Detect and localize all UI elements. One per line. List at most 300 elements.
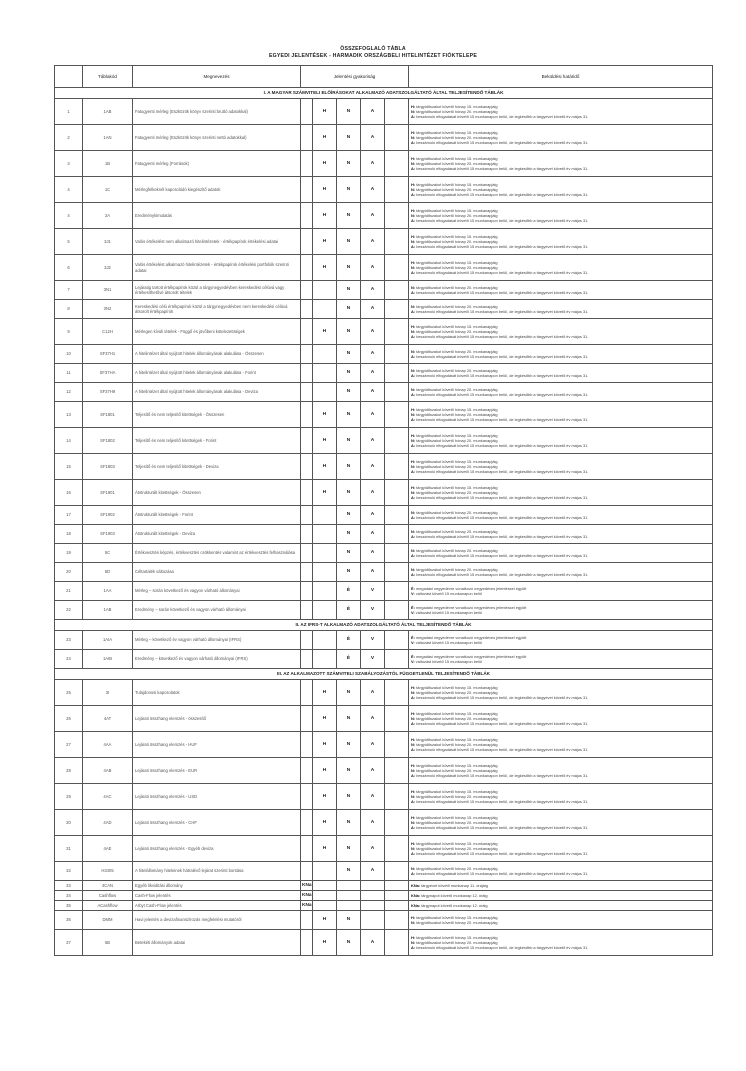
row-name: A hitelintézet által nyújtott hitelek állományának alakulása - Deviza — [133, 383, 301, 402]
frequency-cell — [385, 862, 409, 881]
frequency-cell — [301, 930, 313, 956]
row-code: SF1802 — [83, 428, 133, 454]
frequency-cell — [301, 345, 313, 364]
row-code: 5B — [83, 930, 133, 956]
row-deadline — [409, 203, 713, 229]
row-number: 14 — [55, 428, 83, 454]
deadline-text: beszámoló elfogadását követő 15 munkanapon belül, de legkésőbb a tárgyévet követő év május 31. — [416, 695, 589, 701]
frequency-cell — [301, 650, 313, 669]
row-name: Céltartalék változása — [133, 563, 301, 582]
table-row — [55, 784, 713, 810]
row-code: 5D — [83, 563, 133, 582]
row-deadline — [409, 930, 713, 956]
deadline-key: N: — [411, 386, 417, 392]
row-deadline — [409, 891, 713, 901]
row-code: 4AT — [83, 706, 133, 732]
row-number: 28 — [55, 758, 83, 784]
frequency-cell — [313, 881, 337, 891]
frequency-cell — [385, 319, 409, 345]
frequency-cell: N — [337, 680, 361, 706]
deadline-text: megadási negyedévre vonatkozó negyedéves jelentéssel együtt — [416, 634, 527, 640]
row-name: Teljesítő és nem teljesítő kitettségek - Összesen — [133, 402, 301, 428]
frequency-cell: A — [361, 177, 385, 203]
frequency-cell — [385, 836, 409, 862]
frequency-cell: A — [361, 300, 385, 319]
frequency-cell — [385, 99, 409, 125]
deadline-key: N: — [411, 411, 417, 417]
row-number: 1 — [55, 99, 83, 125]
document-subtitle: EGYEDI JELENTÉSEK - HARMADIK ORSZÁGBELI HITELINTÉZET FIÓKTELEPE — [268, 53, 477, 59]
row-number: 32 — [55, 862, 83, 881]
deadline-text: beszámoló elfogadását követő 15 munkanapon belül, de legkésőbb a tárgyévet követő év május 31. — [416, 392, 589, 397]
table-row — [55, 203, 713, 229]
frequency-cell: N — [337, 151, 361, 177]
summary-table — [54, 65, 713, 956]
row-name: Lejárati összhang elemzés - EUR — [133, 758, 301, 784]
header-number — [55, 66, 83, 88]
frequency-cell — [313, 506, 337, 525]
frequency-cell: A — [361, 758, 385, 784]
row-code: 1AIB — [83, 650, 133, 669]
frequency-cell — [301, 680, 313, 706]
deadline-text: tárgyidőszakot követő hónap 15. munkanapjáig — [416, 484, 498, 490]
deadline-text: tárgyidőszakot követő hónap 15. munkanapjáig — [416, 129, 498, 135]
row-code: 1AN — [83, 125, 133, 151]
row-code: 4AD — [83, 810, 133, 836]
row-name: Arbyt Cash-Flow jelentés — [133, 901, 301, 911]
row-code: SF37HA — [83, 364, 133, 383]
document-title: ÖSSZEFOGLALÓ TÁBLA — [340, 46, 406, 52]
deadline-text: beszámoló elfogadását követő 15 munkanapon belül, de legkésőbb a tárgyévet követő év május 31. — [416, 572, 589, 577]
deadline-text: tárgyidőszakot követő hónap 20. munkanapjáig — [416, 134, 498, 140]
frequency-cell — [301, 758, 313, 784]
row-code: SF1902 — [83, 506, 133, 525]
row-number: 30 — [55, 810, 83, 836]
deadline-key: H: — [411, 814, 417, 820]
frequency-cell: N — [337, 229, 361, 255]
row-code: 5C — [83, 544, 133, 563]
frequency-cell: H — [313, 930, 337, 956]
frequency-cell: A — [361, 345, 385, 364]
table-row — [55, 563, 713, 582]
frequency-cell: H — [313, 480, 337, 506]
frequency-cell — [313, 281, 337, 300]
deadline-text: tárgyidőszakot követő hónap 15. munkanapjáig — [416, 458, 498, 464]
deadline-text: tárgyidőszakot követő hónap 20. munkanapjáig — [416, 367, 498, 373]
row-name: Lejárati összhang elemzés - Egyéb deviza — [133, 836, 301, 862]
row-code: SF1901 — [83, 480, 133, 506]
deadline-key: H: — [411, 710, 417, 716]
frequency-cell: H — [313, 203, 337, 229]
deadline-line — [411, 920, 711, 925]
row-code: SF1903 — [83, 525, 133, 544]
row-name: Lejárati összhang elemzés - összesítő — [133, 706, 301, 732]
row-number: 26 — [55, 706, 83, 732]
section-title: I. A MAGYAR SZÁMVITELI ELŐÍRÁSOKAT ALKALMAZÓ ADATSZOLGÁLTATÓ ÁLTAL TELJESÍTENDŐ TÁBLÁK — [55, 88, 713, 99]
deadline-text: beszámoló elfogadását követő 15 munkanapon belül, de legkésőbb a tárgyévet követő év május 31. — [416, 534, 589, 539]
deadline-key: A: — [411, 799, 417, 805]
row-code: 1AIA — [83, 631, 133, 650]
frequency-cell — [385, 177, 409, 203]
frequency-cell — [313, 563, 337, 582]
frequency-cell — [301, 99, 313, 125]
deadline-key: A: — [411, 290, 417, 295]
frequency-cell: É — [337, 582, 361, 601]
deadline-key: V: — [411, 591, 416, 596]
deadline-key: N: — [411, 767, 417, 773]
deadline-key: A: — [411, 721, 417, 727]
row-deadline — [409, 582, 713, 601]
frequency-cell: H — [313, 255, 337, 281]
deadline-key: N: — [411, 793, 417, 799]
deadline-key: A: — [411, 572, 417, 577]
frequency-cell: N — [337, 255, 361, 281]
table-row — [55, 862, 713, 881]
frequency-cell: A — [361, 428, 385, 454]
deadline-text: tárgyidőszakot követő hónap 20. munkanapjáig — [416, 264, 498, 270]
deadline-key: N: — [411, 689, 417, 695]
frequency-cell — [301, 319, 313, 345]
deadline-key: H: — [411, 129, 417, 135]
row-name: Lejárati összhang elemzés - HUF — [133, 732, 301, 758]
frequency-cell: N — [337, 402, 361, 428]
frequency-cell: A — [361, 525, 385, 544]
header-deadline: Beküldési határidő — [409, 66, 713, 88]
row-number: 6 — [55, 255, 83, 281]
deadline-line — [411, 469, 711, 474]
deadline-text: tárgyidőszakot követő hónap 15. munkanapjáig — [416, 762, 498, 768]
row-number: 4 — [55, 203, 83, 229]
frequency-cell — [313, 631, 337, 650]
deadline-key: H: — [411, 259, 417, 265]
deadline-text: változást követő 15 munkanapon belül — [415, 640, 482, 645]
deadline-text: megadási negyedévre vonatkozó negyedéves jelentéssel együtt — [416, 604, 527, 610]
row-deadline — [409, 862, 713, 881]
frequency-cell — [385, 364, 409, 383]
deadline-text: beszámoló elfogadását követő 15 munkanapon belül, de legkésőbb a tárgyévet követő év május 31. — [416, 825, 589, 831]
deadline-text: beszámoló elfogadását követő 15 munkanapon belül, de legkésőbb a tárgyévet követő év május 31. — [416, 218, 589, 224]
table-row — [55, 881, 713, 891]
table-header-row — [55, 66, 713, 88]
deadline-line — [411, 640, 711, 645]
row-name: Értékvesztés képzés, értékvesztés csökkentés valamint az értékvesztés felhasználása — [133, 544, 301, 563]
frequency-cell: A — [361, 125, 385, 151]
row-name: Betekéti állományok adatai — [133, 930, 301, 956]
frequency-cell — [337, 891, 361, 901]
table-row — [55, 255, 713, 281]
frequency-cell — [385, 544, 409, 563]
frequency-cell — [385, 680, 409, 706]
frequency-cell — [385, 428, 409, 454]
deadline-text: tárgyidőszakot követő hónap 15. munkanapjáig — [416, 207, 498, 213]
frequency-cell — [301, 732, 313, 758]
deadline-line — [411, 591, 711, 596]
frequency-cell: N — [337, 506, 361, 525]
frequency-cell: V — [361, 601, 385, 620]
frequency-cell: KNa — [301, 881, 313, 891]
deadline-text: beszámoló elfogadását követő 15 munkanapon belül, de legkésőbb a tárgyévet követő év május 31. — [416, 747, 589, 753]
deadline-key: A: — [411, 534, 417, 539]
frequency-cell: N — [337, 319, 361, 345]
deadline-key: A: — [411, 309, 417, 314]
deadline-line — [411, 572, 711, 577]
frequency-cell — [301, 525, 313, 544]
frequency-cell: A — [361, 383, 385, 402]
deadline-text: beszámoló elfogadását követő 15 munkanapon belül, de legkésőbb a tárgyévet követő év május 31. — [416, 166, 589, 172]
row-deadline — [409, 881, 713, 891]
row-code: 1AA — [83, 582, 133, 601]
deadline-text: tárgyidőszakot követő hónap 20. munkanapjáig — [416, 437, 498, 443]
frequency-cell: N — [337, 784, 361, 810]
frequency-cell: N — [337, 706, 361, 732]
frequency-cell — [385, 901, 409, 911]
deadline-key: V: — [411, 659, 416, 664]
deadline-text: beszámoló elfogadását követő 15 munkanapon belül, de legkésőbb a tárgyévet követő év május 31. — [416, 417, 589, 423]
frequency-cell — [385, 601, 409, 620]
frequency-cell: A — [361, 506, 385, 525]
frequency-cell: H — [313, 151, 337, 177]
frequency-cell: H — [313, 125, 337, 151]
deadline-text: beszámoló elfogadását követő 15 munkanapon belül, de legkésőbb a tárgyévet követő év május 31. — [416, 290, 589, 295]
deadline-text: tárgyidőszakot követő hónap 20. munkanapjáig — [416, 528, 498, 534]
row-name: Eredmény – következő év vagyon várható állományai (IFRS) — [133, 650, 301, 669]
row-code: 3N1 — [83, 281, 133, 300]
row-deadline — [409, 563, 713, 582]
row-deadline — [409, 784, 713, 810]
row-deadline — [409, 680, 713, 706]
frequency-cell: N — [337, 544, 361, 563]
row-number: 24 — [55, 650, 83, 669]
frequency-cell: N — [337, 836, 361, 862]
frequency-cell: É — [337, 650, 361, 669]
frequency-cell — [361, 901, 385, 911]
frequency-cell: A — [361, 930, 385, 956]
deadline-line — [411, 495, 711, 500]
deadline-line — [411, 893, 711, 898]
deadline-key: A: — [411, 825, 417, 831]
row-deadline — [409, 428, 713, 454]
row-code: 3I — [83, 680, 133, 706]
deadline-text: tárgyidőszakot követő hónap 15. munkanapjáig — [416, 736, 498, 742]
deadline-line — [411, 417, 711, 422]
deadline-line — [411, 945, 711, 950]
row-deadline — [409, 229, 713, 255]
deadline-text: beszámoló elfogadását követő 15 munkanapon belül, de legkésőbb a tárgyévet követő év május 31. — [416, 244, 589, 250]
deadline-text: beszámoló elfogadását követő 15 munkanapon belül, de legkésőbb a tárgyévet követő év május 31. — [416, 443, 589, 449]
header-frequency: Jelentési gyakoriság — [301, 66, 409, 88]
frequency-cell: H — [313, 428, 337, 454]
row-deadline — [409, 454, 713, 480]
deadline-key: A: — [411, 871, 417, 876]
deadline-text: tárgyidőszakot követő hónap 20. munkanapjáig — [416, 108, 498, 114]
deadline-key: A: — [411, 218, 417, 224]
row-code: 4AA — [83, 732, 133, 758]
frequency-cell: N — [337, 383, 361, 402]
table-row — [55, 891, 713, 901]
deadline-text: tárgyidőszakot követő hónap 20. munkanapjáig — [416, 238, 498, 244]
deadline-text: beszámoló elfogadását követő 15 munkanapon belül, de legkésőbb a tárgyévet követő év május 31. — [416, 334, 589, 340]
table-row — [55, 544, 713, 563]
deadline-line — [411, 290, 711, 295]
frequency-cell: A — [361, 99, 385, 125]
frequency-cell: N — [337, 203, 361, 229]
deadline-key: A: — [411, 270, 417, 276]
table-row — [55, 732, 713, 758]
deadline-key: N: — [411, 160, 417, 166]
deadline-line — [411, 851, 711, 856]
deadline-text: beszámoló elfogadását követő 15 munkanapon belül, de legkésőbb a tárgyévet követő év május 31. — [416, 192, 589, 198]
row-deadline — [409, 525, 713, 544]
frequency-cell: N — [337, 99, 361, 125]
deadline-key: A: — [411, 373, 417, 378]
deadline-text: tárgyidőszakot követő hónap 20. munkanapjáig — [416, 689, 498, 695]
frequency-cell — [301, 255, 313, 281]
row-number: 5 — [55, 229, 83, 255]
row-name: Átstrukturált kitettségek - Forint — [133, 506, 301, 525]
deadline-key: N: — [411, 819, 417, 825]
frequency-cell — [337, 901, 361, 911]
row-number: 11 — [55, 364, 83, 383]
header-code: Táblakód — [83, 66, 133, 88]
frequency-cell: A — [361, 836, 385, 862]
deadline-key: A: — [411, 695, 417, 701]
row-deadline — [409, 255, 713, 281]
table-row — [55, 930, 713, 956]
row-number: 17 — [55, 506, 83, 525]
deadline-key: N: — [411, 489, 417, 495]
row-name: Cash-Flow jelentés — [133, 891, 301, 901]
row-deadline — [409, 911, 713, 930]
frequency-cell — [301, 383, 313, 402]
frequency-cell — [385, 383, 409, 402]
frequency-cell — [313, 300, 337, 319]
deadline-line — [411, 354, 711, 359]
table-row — [55, 680, 713, 706]
deadline-key: A: — [411, 773, 417, 779]
frequency-cell: N — [337, 563, 361, 582]
row-code: SF1801 — [83, 402, 133, 428]
row-deadline — [409, 319, 713, 345]
deadline-text: tárgyidőszakot követő hónap 20. munkanapjáig — [416, 793, 498, 799]
deadline-key: N: — [411, 134, 417, 140]
row-number: 31 — [55, 836, 83, 862]
deadline-text: tárgyévet követő munkanap 11. órájáig — [421, 882, 488, 888]
frequency-cell — [361, 911, 385, 930]
deadline-line — [411, 903, 711, 908]
deadline-text: változást követő 15 munkanapon belül — [415, 659, 482, 664]
frequency-cell — [385, 402, 409, 428]
frequency-cell — [301, 281, 313, 300]
deadline-line — [411, 825, 711, 830]
deadline-key: N: — [411, 186, 417, 192]
row-name: Lejárati összhang elemzés - USD — [133, 784, 301, 810]
deadline-text: tárgyidőszakot követő hónap 20. munkanapjáig — [416, 212, 498, 218]
row-number: 21 — [55, 582, 83, 601]
row-code: 1AB — [83, 601, 133, 620]
deadline-text: beszámoló elfogadását követő 15 munkanapon belül, de legkésőbb a tárgyévet követő év május 31. — [416, 871, 589, 876]
row-name: Mérlegfelkeknél kapcsolódó kiegészítő adatok — [133, 177, 301, 203]
frequency-cell: N — [337, 758, 361, 784]
row-number: 10 — [55, 345, 83, 364]
frequency-cell: N — [337, 428, 361, 454]
row-name: Teljesítő és nem teljesítő kitettségek - Forint — [133, 428, 301, 454]
frequency-cell — [385, 784, 409, 810]
frequency-cell: N — [337, 810, 361, 836]
deadline-key: H: — [411, 458, 417, 464]
deadline-key: N: — [411, 303, 417, 309]
row-deadline — [409, 480, 713, 506]
frequency-cell — [337, 881, 361, 891]
deadline-text: tárgyidőszakot követő hónap 20. munkanapjáig — [416, 489, 498, 495]
table-row — [55, 911, 713, 930]
frequency-cell — [313, 650, 337, 669]
deadline-line — [411, 334, 711, 339]
deadline-text: tárgyidőszakot követő hónap 20. munkanapjáig — [416, 819, 498, 825]
table-row — [55, 229, 713, 255]
deadline-text: tárgyidőszakot követő hónap 20. munkanapjáig — [416, 160, 498, 166]
row-name: Eredmény – során következő és vagyon várható állományai — [133, 601, 301, 620]
deadline-key: N: — [411, 284, 417, 290]
frequency-cell — [301, 151, 313, 177]
frequency-cell: H — [313, 680, 337, 706]
frequency-cell — [313, 345, 337, 364]
frequency-cell: A — [361, 732, 385, 758]
deadline-key: N: — [411, 463, 417, 469]
deadline-text: tárgyidőszakot követő hónap 15. munkanapjáig — [416, 684, 498, 690]
deadline-key: N: — [411, 348, 417, 354]
frequency-cell — [385, 454, 409, 480]
deadline-line — [411, 114, 711, 119]
deadline-text: tárgyidőszakot követő hónap 20. munkanapjáig — [416, 328, 498, 334]
row-deadline — [409, 99, 713, 125]
deadline-key: H: — [411, 684, 417, 690]
frequency-cell — [301, 177, 313, 203]
table-row — [55, 901, 713, 911]
frequency-cell — [385, 563, 409, 582]
row-number: 7 — [55, 281, 83, 300]
row-number: 16 — [55, 480, 83, 506]
frequency-cell — [385, 582, 409, 601]
frequency-cell: N — [337, 732, 361, 758]
deadline-key: H: — [411, 155, 417, 161]
row-number: 23 — [55, 631, 83, 650]
frequency-cell: N — [337, 125, 361, 151]
table-row — [55, 125, 713, 151]
table-row — [55, 383, 713, 402]
table-row — [55, 650, 713, 669]
frequency-cell — [301, 125, 313, 151]
deadline-key: A: — [411, 166, 417, 172]
deadline-line — [411, 747, 711, 752]
row-code: 4AC — [83, 784, 133, 810]
row-name: Mérleg – következő év vagyon várható állományai (IFRS) — [133, 631, 301, 650]
row-code: H3405 — [83, 862, 133, 881]
frequency-cell — [385, 810, 409, 836]
row-code: 4CAN — [83, 881, 133, 891]
frequency-cell — [313, 582, 337, 601]
table-row — [55, 345, 713, 364]
frequency-cell — [313, 901, 337, 911]
frequency-cell — [385, 300, 409, 319]
row-name: Teljesítő és nem teljesítő kitettségek - Deviza — [133, 454, 301, 480]
row-name: A hitelintézet által nyújtott hitelek állományának alakulása - Összesen — [133, 345, 301, 364]
frequency-cell — [313, 891, 337, 901]
deadline-key: N: — [411, 566, 417, 572]
row-deadline — [409, 281, 713, 300]
frequency-cell — [301, 454, 313, 480]
row-name: Átstrukturált kitettségek - Összesen — [133, 480, 301, 506]
deadline-text: beszámoló elfogadását követő 15 munkanapon belül, de legkésőbb a tárgyévet követő év május 31. — [416, 553, 589, 558]
